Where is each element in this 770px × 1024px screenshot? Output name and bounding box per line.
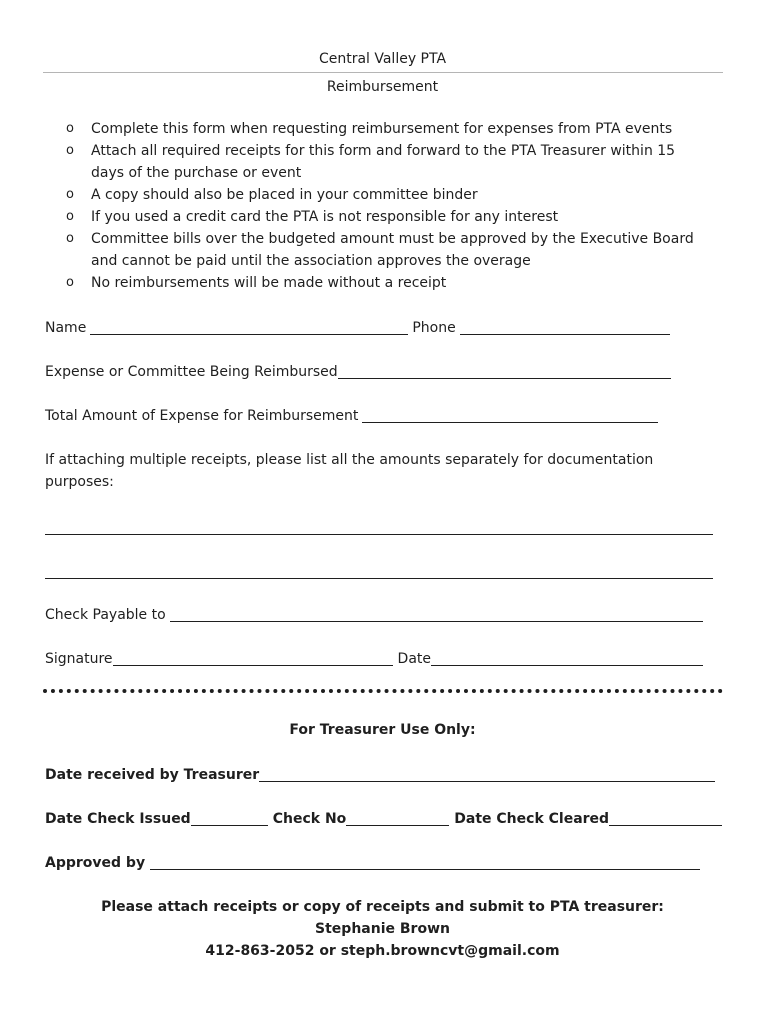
instructions-list — [66, 118, 706, 294]
treasurer-heading: For Treasurer Use Only: — [289, 722, 476, 738]
instruction-item: o Complete this form when requesting reimbursement for expenses from PTA events — [66, 118, 706, 140]
check-payable-label: Check Payable to — [45, 607, 166, 623]
expense-field[interactable] — [338, 364, 671, 379]
signature-date-row — [45, 649, 703, 669]
check-payable-field[interactable] — [170, 607, 703, 622]
name-label: Name — [45, 320, 87, 336]
receipt-amounts-line-2[interactable] — [45, 578, 713, 579]
check-payable-row — [45, 605, 703, 625]
instruction-item: o Committee bills over the budgeted amount must be approved by the Executive Board and cannot be paid until the association approves the overage — [66, 228, 706, 272]
check-no-field[interactable] — [346, 811, 449, 826]
date-field[interactable] — [431, 651, 703, 666]
bullet-icon: o — [66, 275, 74, 290]
form-subtitle: Reimbursement — [326, 79, 439, 95]
form-title: Central Valley PTA — [318, 51, 447, 67]
name-field[interactable] — [90, 320, 408, 335]
treasurer-name: Stephanie Brown — [315, 921, 450, 937]
bullet-icon: o — [66, 143, 74, 158]
submission-instructions — [0, 896, 765, 962]
instruction-item: o No reimbursements will be made without a receipt — [66, 272, 706, 294]
total-row — [45, 406, 658, 426]
instruction-item: o Attach all required receipts for this form and forward to the PTA Treasurer within 15 days of the purchase or event — [66, 140, 706, 184]
bullet-icon: o — [66, 209, 74, 224]
instruction-item: o If you used a credit card the PTA is not responsible for any interest — [66, 206, 706, 228]
header-divider — [43, 72, 723, 73]
check-details-row — [45, 809, 722, 829]
date-check-issued-label: Date Check Issued — [45, 811, 191, 827]
phone-label: Phone — [412, 320, 456, 336]
treasurer-contact: 412-863-2052 or steph.browncvt@gmail.com — [205, 943, 560, 959]
bullet-icon: o — [66, 231, 74, 246]
receipt-amounts-line-1[interactable] — [45, 534, 713, 535]
date-check-cleared-field[interactable] — [609, 811, 722, 826]
phone-field[interactable] — [460, 320, 670, 335]
signature-label: Signature — [45, 651, 113, 667]
instruction-item: o A copy should also be placed in your committee binder — [66, 184, 706, 206]
signature-field[interactable] — [113, 651, 393, 666]
check-no-label: Check No — [272, 811, 347, 827]
multiple-receipts-note: If attaching multiple receipts, please list all the amounts separately for documentation purposes: — [45, 452, 654, 490]
date-check-issued-field[interactable] — [191, 811, 268, 826]
submission-note: Please attach receipts or copy of receipts and submit to PTA treasurer: — [101, 899, 664, 915]
expense-label: Expense or Committee Being Reimbursed — [45, 364, 338, 380]
date-received-field[interactable] — [259, 767, 715, 782]
expense-row — [45, 362, 671, 382]
approved-by-row — [45, 853, 700, 873]
approved-by-label: Approved by — [45, 855, 146, 871]
total-amount-field[interactable] — [362, 408, 658, 423]
date-received-label: Date received by Treasurer — [45, 767, 260, 783]
total-label: Total Amount of Expense for Reimbursement — [45, 408, 359, 424]
bullet-icon: o — [66, 187, 74, 202]
section-divider — [43, 689, 723, 693]
date-label: Date — [397, 651, 432, 667]
approved-by-field[interactable] — [150, 855, 700, 870]
name-phone-row — [45, 318, 670, 338]
bullet-icon: o — [66, 121, 74, 136]
date-received-row — [45, 765, 715, 785]
date-check-cleared-label: Date Check Cleared — [454, 811, 610, 827]
